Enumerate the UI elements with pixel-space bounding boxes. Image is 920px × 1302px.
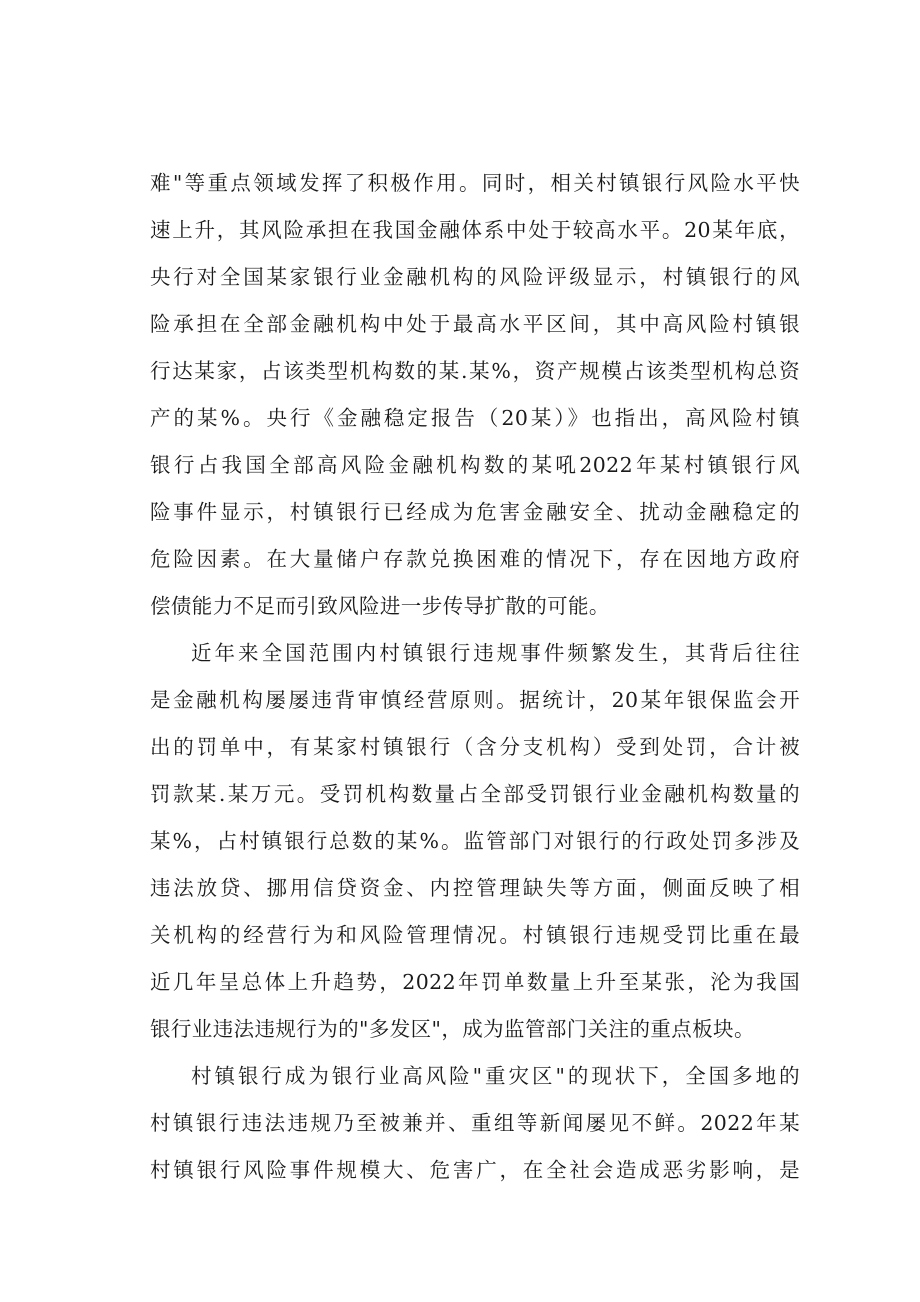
paragraph-2 xyxy=(150,630,800,1053)
paragraph-3 xyxy=(150,1053,800,1194)
text-line: 违法放贷、挪用信贷资金、内控管理缺失等方面，侧面反映了相 xyxy=(150,876,800,900)
text-line: 险事件显示，村镇银行已经成为危害金融安全、扰动金融稳定的 xyxy=(150,500,800,524)
text-line: 速上升，其风险承担在我国金融体系中处于较高水平。20某年底， xyxy=(150,218,800,242)
text-line: 产的某%。央行《金融稳定报告（20某）》也指出，高风险村镇 xyxy=(150,406,800,430)
text-line: 险承担在全部金融机构中处于最高水平区间，其中高风险村镇银 xyxy=(150,312,800,336)
text-line: 银行业违法违规行为的"多发区"，成为监管部门关注的重点板块。 xyxy=(150,1017,755,1041)
text-line: 村镇银行成为银行业高风险"重灾区"的现状下，全国多地的 xyxy=(191,1064,800,1088)
text-line: 难"等重点领域发挥了积极作用。同时，相关村镇银行风险水平快 xyxy=(150,171,800,195)
text-line: 罚款某.某万元。受罚机构数量占全部受罚银行业金融机构数量的 xyxy=(150,782,800,806)
text-line: 是金融机构屡屡违背审慎经营原则。据统计，20某年银保监会开 xyxy=(150,688,800,712)
text-line: 危险因素。在大量储户存款兑换困难的情况下，存在因地方政府 xyxy=(150,547,800,571)
text-line: 村镇银行风险事件规模大、危害广，在全社会造成恶劣影响，是 xyxy=(150,1158,800,1182)
paragraph-1 xyxy=(150,160,800,630)
text-line: 村镇银行违法违规乃至被兼并、重组等新闻屡见不鲜。2022年某 xyxy=(150,1111,800,1135)
text-line: 某%，占村镇银行总数的某%。监管部门对银行的行政处罚多涉及 xyxy=(150,829,800,853)
text-line: 偿债能力不足而引致风险进一步传导扩散的可能。 xyxy=(150,594,610,618)
text-line: 近年来全国范围内村镇银行违规事件频繁发生，其背后往往 xyxy=(191,641,800,665)
text-line: 行达某家，占该类型机构数的某.某%，资产规模占该类型机构总资 xyxy=(150,359,800,383)
document-body xyxy=(150,160,800,1194)
text-line: 关机构的经营行为和风险管理情况。村镇银行违规受罚比重在最 xyxy=(150,923,800,947)
text-line: 银行占我国全部高风险金融机构数的某吼2022年某村镇银行风 xyxy=(150,453,800,477)
text-line: 央行对全国某家银行业金融机构的风险评级显示，村镇银行的风 xyxy=(150,265,800,289)
text-line: 出的罚单中，有某家村镇银行（含分支机构）受到处罚，合计被 xyxy=(150,735,800,759)
text-line: 近几年呈总体上升趋势，2022年罚单数量上升至某张，沦为我国 xyxy=(150,970,800,994)
